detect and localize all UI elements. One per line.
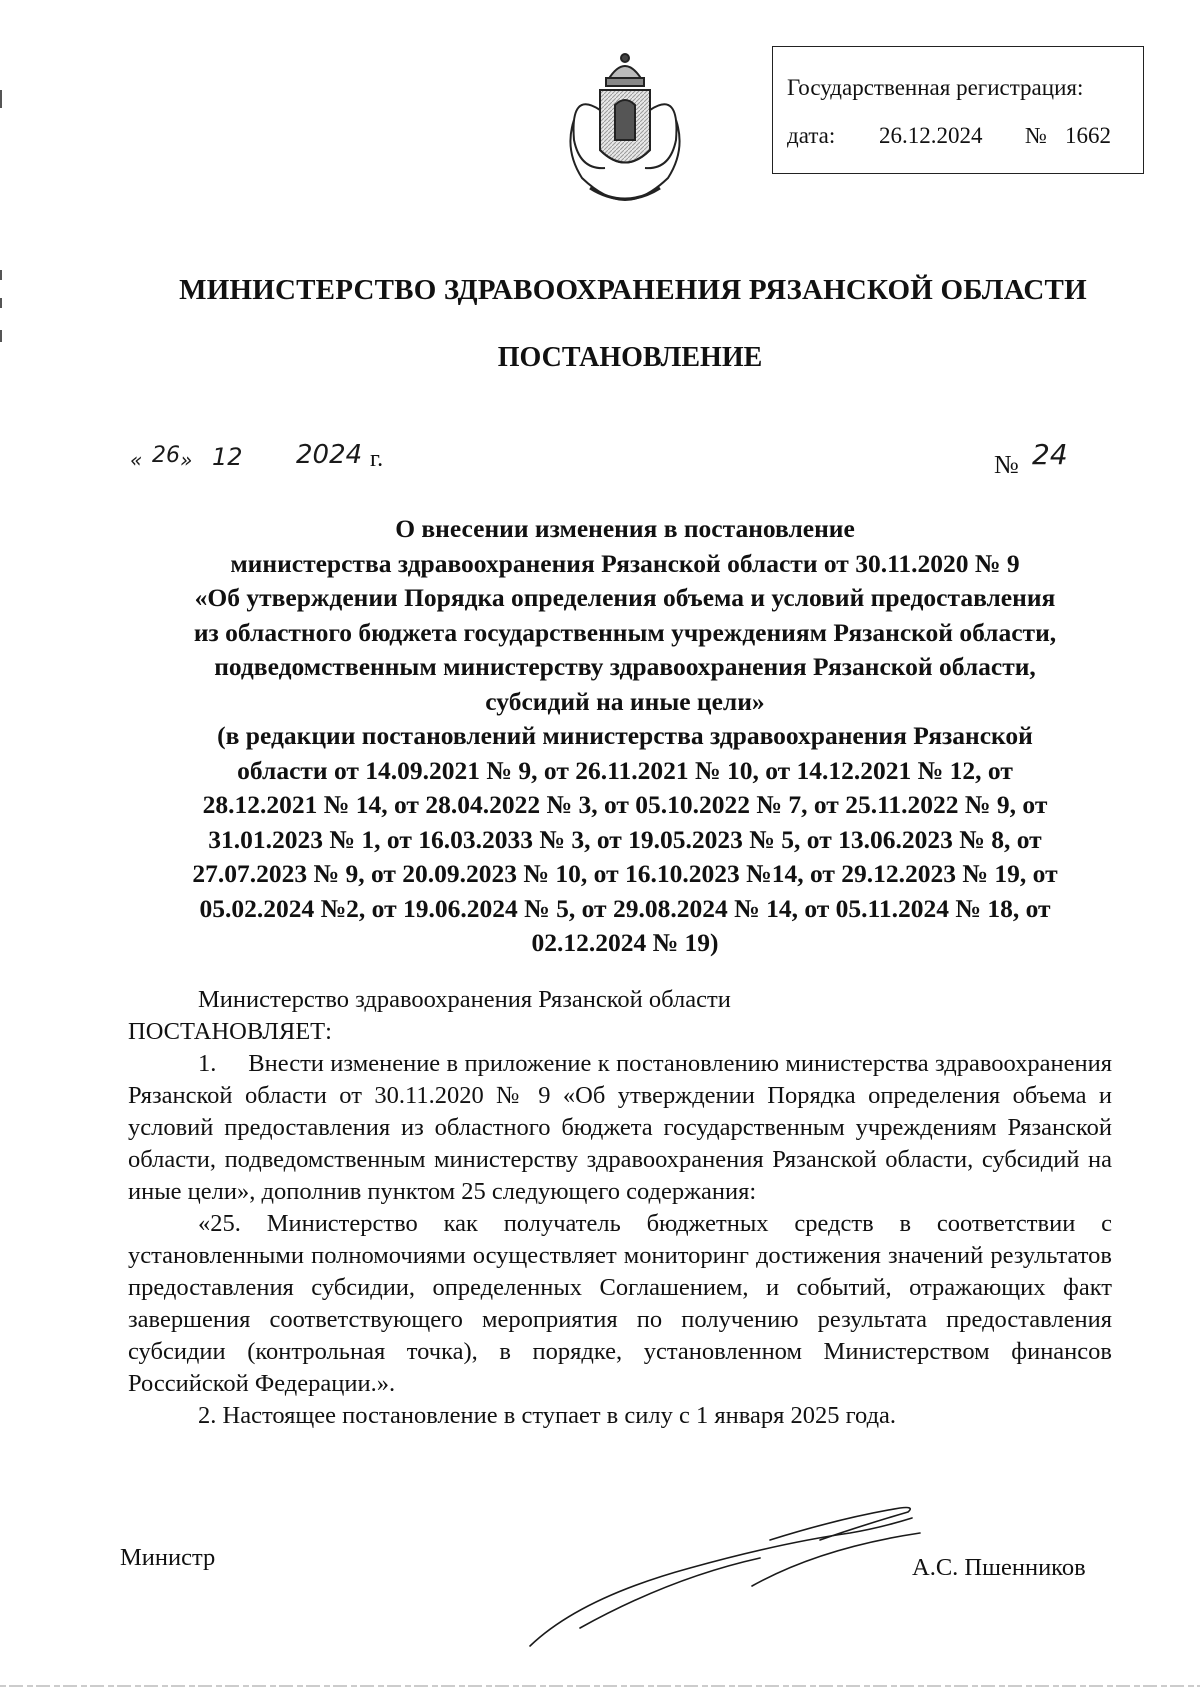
document-type: ПОСТАНОВЛЕНИЕ [497,342,763,373]
scan-margin-marks [0,80,10,380]
registration-title: Государственная регистрация: [787,75,1084,100]
signatory-position: Министр [120,1544,216,1571]
registration-number-label: № [1025,123,1047,148]
document-title [120,512,1130,961]
title-line: министерства здравоохранения Рязанской области от 30.11.2020 № 9 [230,548,1020,578]
item-2: 2. Настоящее постановление в ступает в силу с 1 января 2025 года. [198,1402,897,1429]
date-year-suffix: г. [370,446,384,472]
title-line: 31.01.2023 № 1, от 16.03.2033 № 3, от 19.05.2023 № 5, от 13.06.2023 № 8, от [208,824,1042,854]
title-line: из областного бюджета государственным учреждениям Рязанской области, [193,617,1057,647]
item-1-quote: «25. Министерство как получатель бюджетных средств в соответствии с установленными полномочиями осуществляет мониторинг достижения значений результатов предоставления субсидии, определенных Соглашением, и событий, отражающих факт завершения соответствующего мероприятия по получению результата предоставления субсидии (контрольная точка), в порядке, установленном Министерством финансов Российской Федерации.». [128,1210,1112,1397]
date-month: 12 [212,443,243,471]
title-line: «Об утверждении Порядка определения объема и условий предоставления [194,583,1056,612]
coat-of-arms-emblem [560,50,690,210]
title-line: 27.07.2023 № 9, от 20.09.2023 № 10, от 16.10.2023 №14, от 29.12.2023 № 19, от [192,859,1058,888]
registration-date-label: дата: [787,123,836,148]
title-line: области от 14.09.2021 № 9, от 26.11.2021 № 10, от 14.12.2021 № 12, от [237,755,1013,785]
item-1-number: 1. [198,1050,217,1077]
registration-number: 1662 [1065,123,1111,148]
date-quote-close: » [180,448,193,472]
title-line: 05.02.2024 №2, от 19.06.2024 № 5, от 29.08.2024 № 14, от 05.11.2024 № 18, от [199,893,1051,923]
title-line: 28.12.2021 № 14, от 28.04.2022 № 3, от 05.10.2022 № 7, от 25.11.2022 № 9, от [202,790,1048,819]
title-line: (в редакции постановлений министерства здравоохранения Рязанской [217,721,1033,750]
ministry-name: МИНИСТЕРСТВО ЗДРАВООХРАНЕНИЯ РЯЗАНСКОЙ ОБЛАСТИ [179,274,1087,306]
signatory-name: А.С. Пшенников [912,1554,1086,1581]
document-number: 24 [1032,438,1068,471]
date-year: 2024 [296,440,363,470]
resolves-heading: ПОСТАНОВЛЯЕТ: [128,1018,332,1045]
title-line: субсидий на иные цели» [485,686,765,716]
scan-edge-artifact [0,1670,1200,1700]
date-day: 26 [152,443,180,468]
title-line: подведомственным министерству здравоохранения Рязанской области, [214,652,1036,681]
date-quote-open: « [130,448,143,472]
item-1 [128,1048,1112,1208]
title-line: 02.12.2024 № 19) [531,928,719,957]
document-body [128,984,1112,1432]
preamble-line: Министерство здравоохранения Рязанской области [198,986,731,1013]
registration-stamp [772,46,1144,174]
item-1-text: Внести изменение в приложение к постановлению министерства здравоохранения Рязанской области от 30.11.2020 № 9 «Об утверждении Порядка определения объема и условий предоставления из областного бюджета государственным учреждениям Рязанской области, подведомственным министерству здравоохранения Рязанской области, субсидий на иные цели», дополнив пунктом 25 следующего содержания: [128,1050,1112,1205]
document-number-label: № [994,450,1019,479]
title-line: О внесении изменения в постановление [395,514,855,543]
registration-date: 26.12.2024 [879,123,983,148]
